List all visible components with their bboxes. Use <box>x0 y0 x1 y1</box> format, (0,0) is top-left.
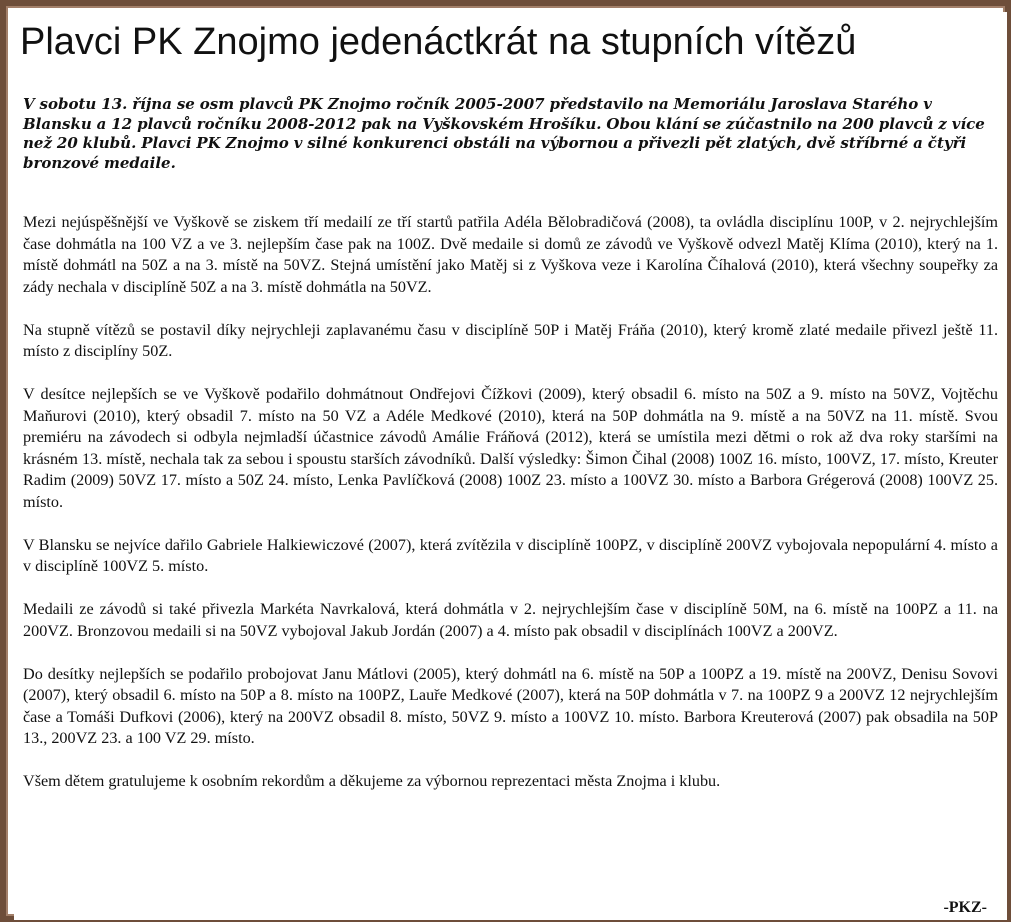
signature: -PKZ- <box>943 899 987 916</box>
paragraph-blansko-medals: Medaili ze závodů si také přivezla Markéta Navrkalová, která dohmátla v 2. nejrychlejším čase v disciplíně 50M, na 6. místě na 100PZ a 11. na 200VZ. Bronzovou medaili si na 50VZ vybojoval Jakub Jordán (2007) a 4. místo pak obsadil v disciplínách 100VZ a 200VZ. <box>23 600 998 640</box>
paragraph-vyskov-top-ten: V desítce nejlepších se ve Vyškově podařilo dohmátnout Ondřejovi Čížkovi (2009), který obsadil 6. místo na 50Z a 9. místo na 50VZ, Vojtěchu Maňurovi (2010), který obsadil 7. místo na 50 VZ a Adéle Medkové (2010), která na 50P dohmátla na 9. místě a na 50VZ na 11. místě. Svou premiéru na závodech si odbyla nejmladší účastnice závodů Amálie Fráňová (2012), která se umístila mezi dětmi o rok až dva roky staršími na krásném 13. místě, nechala tak za sebou i spoustu starších závodníků. Další výsledky: Šimon Čihal (2008) 100Z 16. místo, 100VZ, 17. místo, Kreuter Radim (2009) 50VZ 17. místo a 50Z 24. místo, Lenka Pavlíčková (2008) 100Z 23. místo a 100VZ 30. místo a Barbora Grégerová (2008) 100VZ 25. místo. <box>23 385 998 511</box>
article-lead: V sobotu 13. října se osm plavců PK Znojmo ročník 2005-2007 představilo na Memoriálu Jaroslava Starého v Blansku a 12 plavců ročníku 2008-2012 pak na Vyškovském Hrošíku. Obou klání se zúčastnilo na 200 plavců z více než 20 klubů. Plavci PK Znojmo v silné konkurenci obstáli na výbornou a přivezli pět zlatých, dvě stříbrné a čtyři bronzové medaile. <box>23 95 985 172</box>
article-page <box>14 12 1007 920</box>
paragraph-frana: Na stupně vítězů se postavil díky nejrychleji zaplavanému času v disciplíně 50P i Matěj Fráňa (2010), který kromě zlaté medaile přivezl ještě 11. místo z disciplíny 50Z. <box>23 320 998 360</box>
article-body <box>23 212 998 814</box>
paragraph-blansko-top-ten: Do desítky nejlepších se podařilo probojovat Janu Mátlovi (2005), který dohmátl na 6. místě na 50P a 100PZ a 19. místě na 200VZ, Denisu Sovovi (2007), který obsadil 6. místo na 50P a 8. místo na 100PZ, Lauře Medkové (2007), která na 50P dohmátla v 7. na 100PZ 9 a 200VZ 12 nejrychlejším čase a Tomáši Dufkovi (2006), který na 200VZ obsadil 8. místo, 50VZ 9. místo a 100VZ 10. místo. Barbora Kreuterová (2007) pak obsadila na 50P 13., 200VZ 23. a 100 VZ 29. místo. <box>23 664 998 747</box>
article-title: Plavci PK Znojmo jedenáctkrát na stupních vítězů <box>20 21 857 63</box>
paragraph-congratulations: Všem dětem gratulujeme k osobním rekordům a děkujeme za výbornou reprezentaci města Znojma i klubu. <box>23 772 721 790</box>
paragraph-blansko-halkiewiczova: V Blansku se nejvíce dařilo Gabriele Halkiewiczové (2007), která zvítězila v disciplíně 100PZ, v disciplíně 200VZ vybojovala nepopulární 4. místo a v disciplíně 100VZ 5. místo. <box>23 535 998 575</box>
paragraph-vyskov-medalists: Mezi nejúspěšnější ve Vyškově se ziskem tří medailí ze tří startů patřila Adéla Bělobradičová (2008), ta ovládla disciplínu 100P, v 2. nejrychlejším čase dohmátla na 100 VZ a ve 3. nejlepším čase pak na 100Z. Dvě medaile si domů ze závodů ve Vyškově odvezl Matěj Klíma (2010), který na 1. místě dohmátl na 50Z a na 3. místě na 50VZ. Stejná umístění jako Matěj si z Vyškova veze i Karolína Číhalová (2010), která všechny soupeřky za zády nechala v disciplíně 50Z a na 3. místě dohmátla na 50VZ. <box>23 213 998 296</box>
